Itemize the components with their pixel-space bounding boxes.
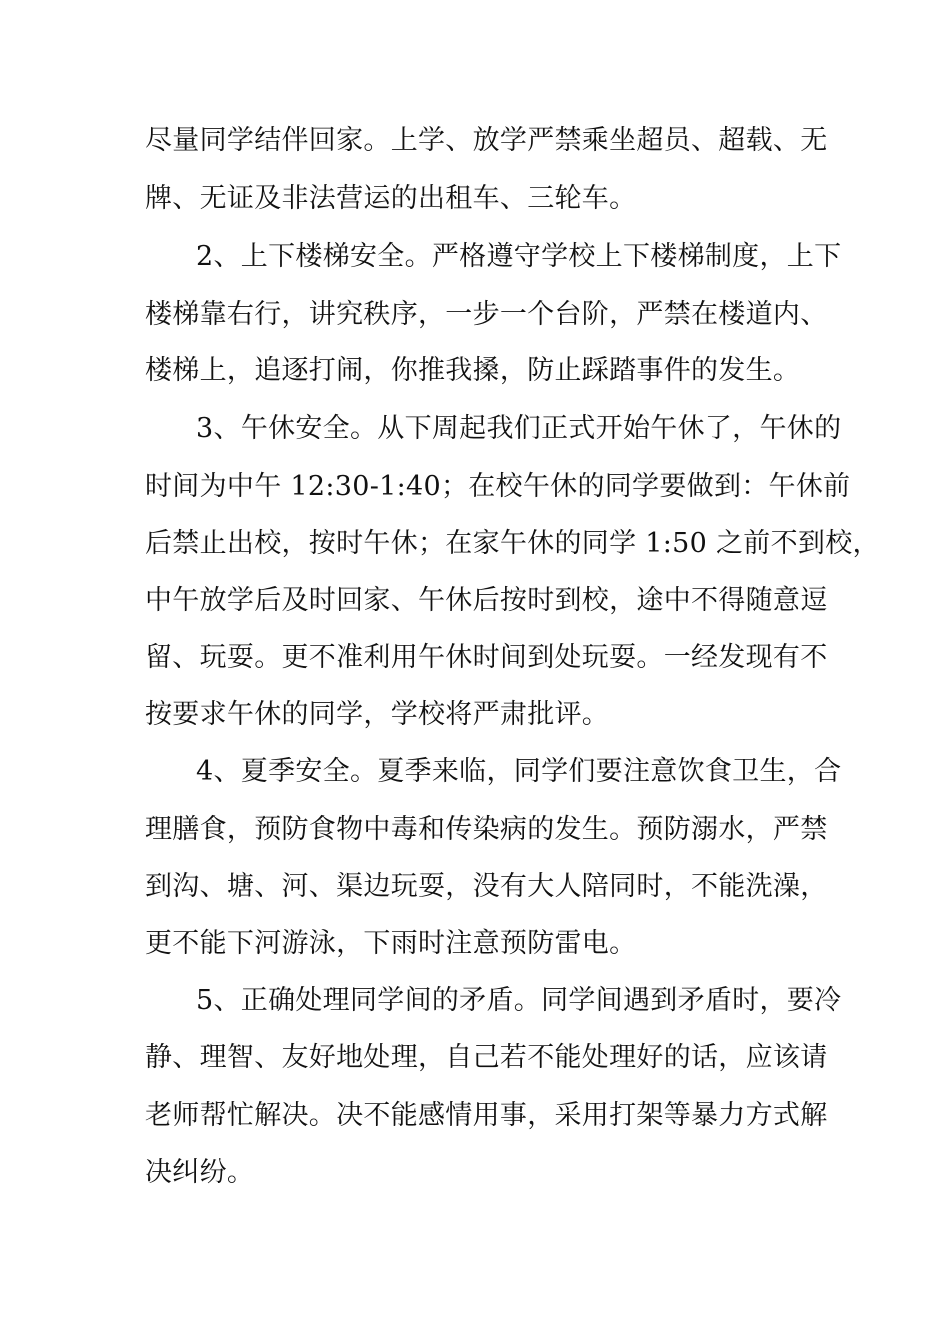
text-line: 决纠纷。	[145, 1157, 255, 1188]
text-line: 按要求午休的同学，学校将严肃批评。	[145, 699, 610, 730]
text-line: 尽量同学结伴回家。上学、放学严禁乘坐超员、超载、无	[145, 125, 828, 156]
text-line: 到沟、塘、河、渠边玩耍，没有大人陪同时，不能洗澡，	[145, 871, 828, 902]
text-line: 中午放学后及时回家、午休后按时到校，途中不得随意逗	[145, 585, 828, 616]
text-line: 更不能下河游泳，下雨时注意预防雷电。	[145, 928, 637, 959]
text-line: 静、理智、友好地处理，自己若不能处理好的话，应该请	[145, 1042, 828, 1073]
text-line: 牌、无证及非法营运的出租车、三轮车。	[145, 183, 637, 214]
text-line: 时间为中午 12:30-1:40；在校午休的同学要做到：午休前	[145, 471, 851, 502]
paragraph-4-heading-line: 4、夏季安全。夏季来临，同学们要注意饮食卫生，合	[196, 756, 842, 787]
paragraph-5-heading-line: 5、正确处理同学间的矛盾。同学间遇到矛盾时，要冷	[196, 985, 842, 1016]
paragraph-2-heading-line: 2、上下楼梯安全。严格遵守学校上下楼梯制度，上下	[196, 241, 842, 272]
text-line: 楼梯上，追逐打闹，你推我搡，防止踩踏事件的发生。	[145, 355, 801, 386]
text-line: 老师帮忙解决。决不能感情用事，采用打架等暴力方式解	[145, 1100, 828, 1131]
text-line: 理膳食，预防食物中毒和传染病的发生。预防溺水，严禁	[145, 814, 828, 845]
text-line: 后禁止出校，按时午休；在家午休的同学 1:50 之前不到校，	[145, 528, 880, 559]
text-line: 楼梯靠右行，讲究秩序，一步一个台阶，严禁在楼道内、	[145, 299, 828, 330]
text-line: 留、玩耍。更不准利用午休时间到处玩耍。一经发现有不	[145, 642, 828, 673]
paragraph-3-heading-line: 3、午休安全。从下周起我们正式开始午休了，午休的	[196, 413, 842, 444]
